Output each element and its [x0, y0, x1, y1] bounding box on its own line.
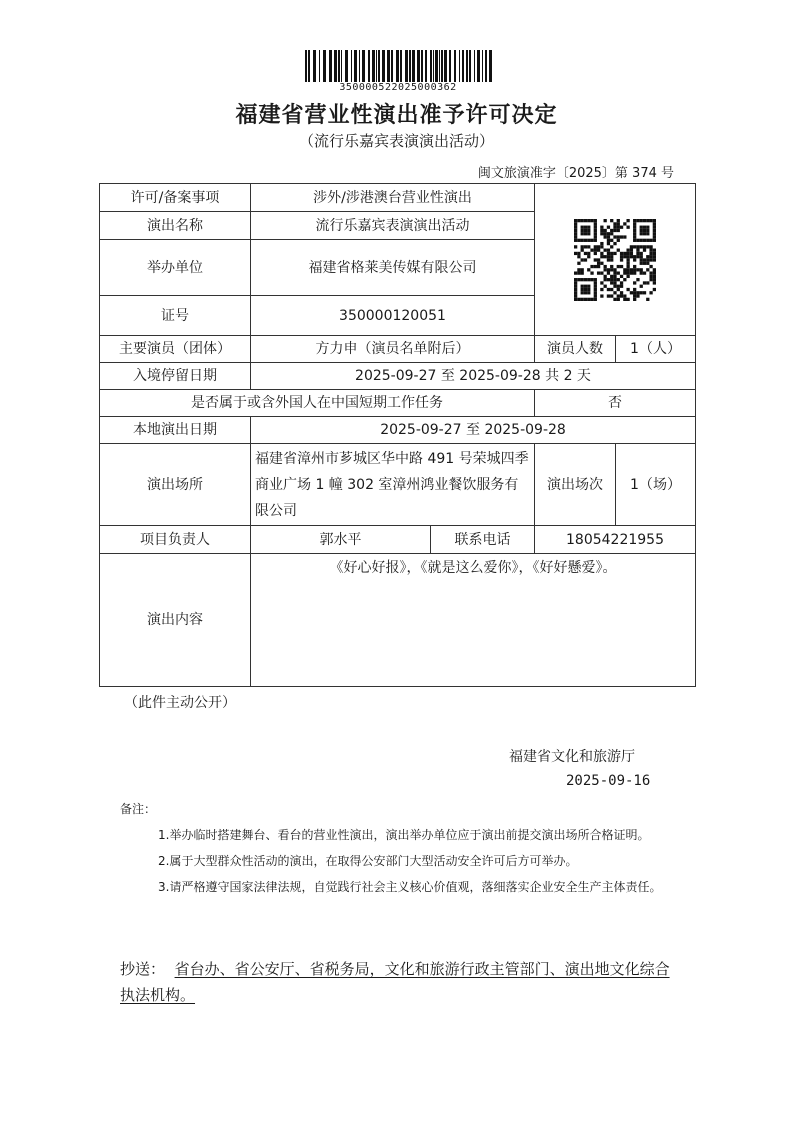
- certificate-value: 350000120051: [251, 296, 535, 336]
- stay-dates-value: 2025-09-27 至 2025-09-28 共 2 天: [251, 363, 696, 390]
- document-number: 闽文旅演准字〔2025〕第 374 号: [477, 166, 674, 181]
- permit-type-label: 许可/备案事项: [100, 184, 251, 212]
- cc-label: 抄送：: [120, 960, 166, 978]
- note-item: 2.属于大型群众性活动的演出，在取得公安部门大型活动安全许可后方可举办。: [158, 854, 578, 868]
- organizer-label: 举办单位: [100, 240, 251, 296]
- certificate-label: 证号: [100, 296, 251, 336]
- content-value: 《好心好报》，《就是这么爱你》，《好好懸爱》。: [251, 554, 696, 687]
- sessions-value: 1（场）: [616, 444, 696, 526]
- permit-table: [99, 183, 696, 687]
- cc-section: [120, 956, 680, 1008]
- foreign-work-value: 否: [535, 390, 696, 417]
- organizer-value: 福建省格莱美传媒有限公司: [251, 240, 535, 296]
- performers-label: 主要演员（团体）: [100, 336, 251, 363]
- document-title: 福建省营业性演出准予许可决定: [235, 103, 558, 128]
- performers-value: 方力申（演员名单附后）: [251, 336, 535, 363]
- phone-label: 联系电话: [431, 526, 535, 554]
- issuer-name: 福建省文化和旅游厅: [509, 749, 635, 765]
- manager-value: 郭水平: [251, 526, 431, 554]
- show-name-value: 流行乐嘉宾表演演出活动: [251, 212, 535, 240]
- sessions-label: 演出场次: [535, 444, 616, 526]
- manager-label: 项目负责人: [100, 526, 251, 554]
- notes-heading: 备注：: [120, 802, 157, 816]
- barcode-number: 350000522025000362: [339, 82, 457, 93]
- note-item: 1.举办临时搭建舞台、看台的营业性演出，演出举办单位应于演出前提交演出场所合格证明。: [158, 828, 650, 842]
- qr-code-cell: [535, 184, 696, 336]
- permit-type-value: 涉外/涉港澳台营业性演出: [251, 184, 535, 212]
- venue-value: 福建省漳州市芗城区华中路 491 号荣城四季商业广场 1 幢 302 室漳州鸿业餐饮服务有限公司: [251, 444, 535, 526]
- barcode: [303, 50, 493, 82]
- issue-date: 2025-09-16: [566, 773, 651, 789]
- stay-dates-label: 入境停留日期: [100, 363, 251, 390]
- venue-label: 演出场所: [100, 444, 251, 526]
- qr-code: [574, 219, 656, 301]
- local-dates-value: 2025-09-27 至 2025-09-28: [251, 417, 696, 444]
- document-subtitle: （流行乐嘉宾表演演出活动）: [298, 132, 494, 150]
- local-dates-label: 本地演出日期: [100, 417, 251, 444]
- public-disclosure-note: （此件主动公开）: [124, 695, 236, 711]
- content-label: 演出内容: [100, 554, 251, 687]
- performer-count-label: 演员人数: [535, 336, 616, 363]
- cc-recipients: 省台办、省公安厅、省税务局，文化和旅游行政主管部门、演出地文化综合执法机构。: [120, 960, 670, 1004]
- note-item: 3.请严格遵守国家法律法规，自觉践行社会主义核心价值观，落细落实企业安全生产主体责任。: [158, 880, 662, 894]
- show-name-label: 演出名称: [100, 212, 251, 240]
- foreign-work-label: 是否属于或含外国人在中国短期工作任务: [100, 390, 535, 417]
- performer-count-value: 1（人）: [616, 336, 696, 363]
- phone-value: 18054221955: [535, 526, 696, 554]
